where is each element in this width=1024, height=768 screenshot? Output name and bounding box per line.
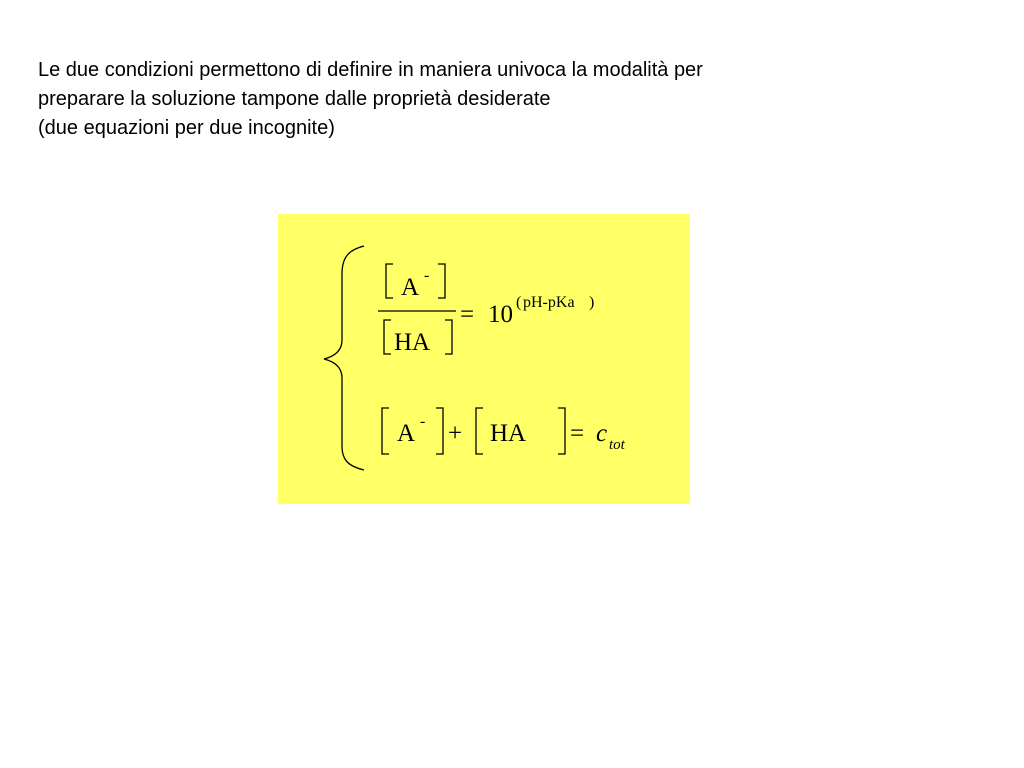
eq1-den-bracket-left	[384, 320, 391, 354]
eq1-base: 10	[488, 301, 513, 328]
eq2-term2-bracket-left	[476, 408, 483, 454]
eq2-term1-sup: -	[420, 413, 426, 430]
eq2-plus: +	[448, 420, 463, 447]
eq1-numerator-sup: -	[424, 267, 430, 284]
system-brace	[324, 246, 364, 470]
eq2-term2-bracket-right	[558, 408, 565, 454]
eq1-exponent-body: pH-pKa	[523, 294, 575, 311]
eq2-rhs-subscript: tot	[609, 437, 625, 453]
intro-line-1: Le due condizioni permettono di definire in maniera univoca la modalità per	[38, 59, 703, 81]
eq2-term1-bracket-right	[436, 408, 443, 454]
eq2-term1-bracket-left	[382, 408, 389, 454]
eq2-equals: =	[570, 420, 585, 447]
eq1-denominator: HA	[394, 329, 431, 356]
eq1-numerator-base: A	[401, 274, 420, 301]
intro-line-2: preparare la soluzione tampone dalle proprietà desiderate	[38, 88, 551, 110]
eq1-den-bracket-right	[445, 320, 452, 354]
formula-box	[278, 214, 690, 504]
eq2-term1-base: A	[397, 420, 416, 447]
eq1-num-bracket-right	[438, 264, 445, 298]
eq1-exponent-open: (	[516, 294, 522, 311]
intro-line-3: (due equazioni per due incognite)	[38, 117, 335, 139]
eq2-rhs: c	[596, 420, 608, 447]
eq1-equals: =	[460, 301, 475, 328]
equation-system	[278, 214, 690, 504]
intro-text	[38, 56, 938, 143]
eq2-term2: HA	[490, 420, 527, 447]
eq1-exponent-close: )	[589, 294, 595, 311]
eq1-num-bracket-left	[386, 264, 393, 298]
